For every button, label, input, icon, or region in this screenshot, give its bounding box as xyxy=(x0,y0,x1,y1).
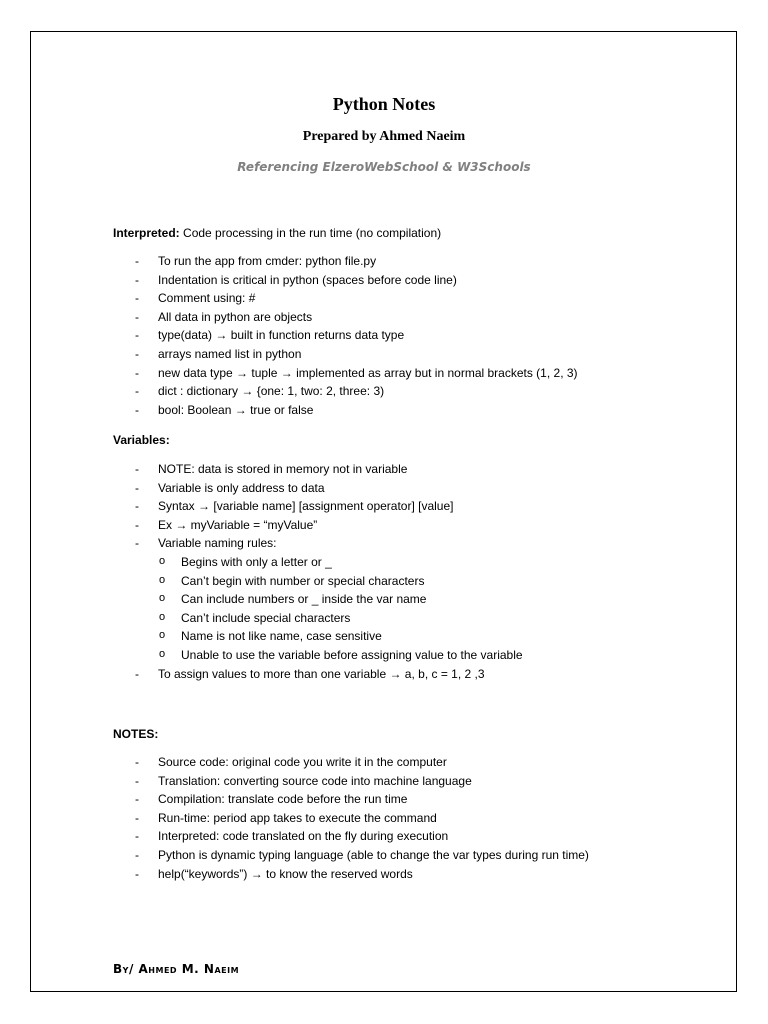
list-item: - help(“keywords”) → to know the reserved words xyxy=(135,865,589,884)
list-item: - To assign values to more than one variable → a, b, c = 1, 2 ,3 xyxy=(135,665,485,684)
list-item: - Run-time: period app takes to execute the command xyxy=(135,809,589,828)
notes-label: NOTES: xyxy=(113,727,159,741)
list-item: - Syntax → [variable name] [assignment operator] [value] xyxy=(135,497,453,516)
list-item: o Can’t include special characters xyxy=(135,609,523,628)
notes-heading xyxy=(113,726,158,742)
list-item: - To run the app from cmder: python file.py xyxy=(135,252,578,271)
list-item: - Indentation is critical in python (spaces before code line) xyxy=(135,271,578,290)
variables-heading xyxy=(113,432,170,448)
footer-signature: By/ Ahmed M. Naeim xyxy=(113,962,240,976)
list-item: o Unable to use the variable before assigning value to the variable xyxy=(135,646,523,665)
list-item: - dict : dictionary → {one: 1, two: 2, three: 3) xyxy=(135,382,578,401)
naming-rules-container xyxy=(135,553,523,665)
list-item: o Can include numbers or _ inside the var name xyxy=(135,590,523,609)
list-item: - Python is dynamic typing language (able to change the var types during run time) xyxy=(135,846,589,865)
list-item: - Comment using: # xyxy=(135,289,578,308)
document-title: Python Notes xyxy=(332,94,436,114)
document-subtitle: Prepared by Ahmed Naeim xyxy=(302,129,466,144)
naming-rules-list xyxy=(135,553,523,665)
interpreted-label: Interpreted: xyxy=(113,226,180,240)
list-item: - new data type → tuple → implemented as array but in normal brackets (1, 2, 3) xyxy=(135,364,578,383)
list-item: - type(data) → built in function returns data type xyxy=(135,326,578,345)
interpreted-heading xyxy=(113,225,441,241)
naming-rules-holder xyxy=(135,553,523,665)
variables-label: Variables: xyxy=(113,433,170,447)
list-item: o Begins with only a letter or _ xyxy=(135,553,523,572)
list-item: - Interpreted: code translated on the fly during execution xyxy=(135,827,589,846)
list-item: - Compilation: translate code before the run time xyxy=(135,790,589,809)
list-item: - arrays named list in python xyxy=(135,345,578,364)
list-item: - bool: Boolean → true or false xyxy=(135,401,578,420)
variables-list xyxy=(135,460,453,553)
list-item: - Ex → myVariable = “myValue” xyxy=(135,516,453,535)
list-item: o Name is not like name, case sensitive xyxy=(135,627,523,646)
list-item: - Variable naming rules: xyxy=(135,534,453,553)
list-item: - Source code: original code you write it in the computer xyxy=(135,753,589,772)
variables-list-end xyxy=(135,665,485,684)
list-item: o Can’t begin with number or special characters xyxy=(135,572,523,591)
list-item: - Translation: converting source code into machine language xyxy=(135,772,589,791)
list-item: - Variable is only address to data xyxy=(135,479,453,498)
document-reference: Referencing ElzeroWebSchool & W3Schools xyxy=(237,160,531,174)
interpreted-list xyxy=(135,252,578,419)
list-item: - NOTE: data is stored in memory not in variable xyxy=(135,460,453,479)
notes-list xyxy=(135,753,589,883)
list-item: - All data in python are objects xyxy=(135,308,578,327)
interpreted-text: Code processing in the run time (no compilation) xyxy=(179,226,442,240)
